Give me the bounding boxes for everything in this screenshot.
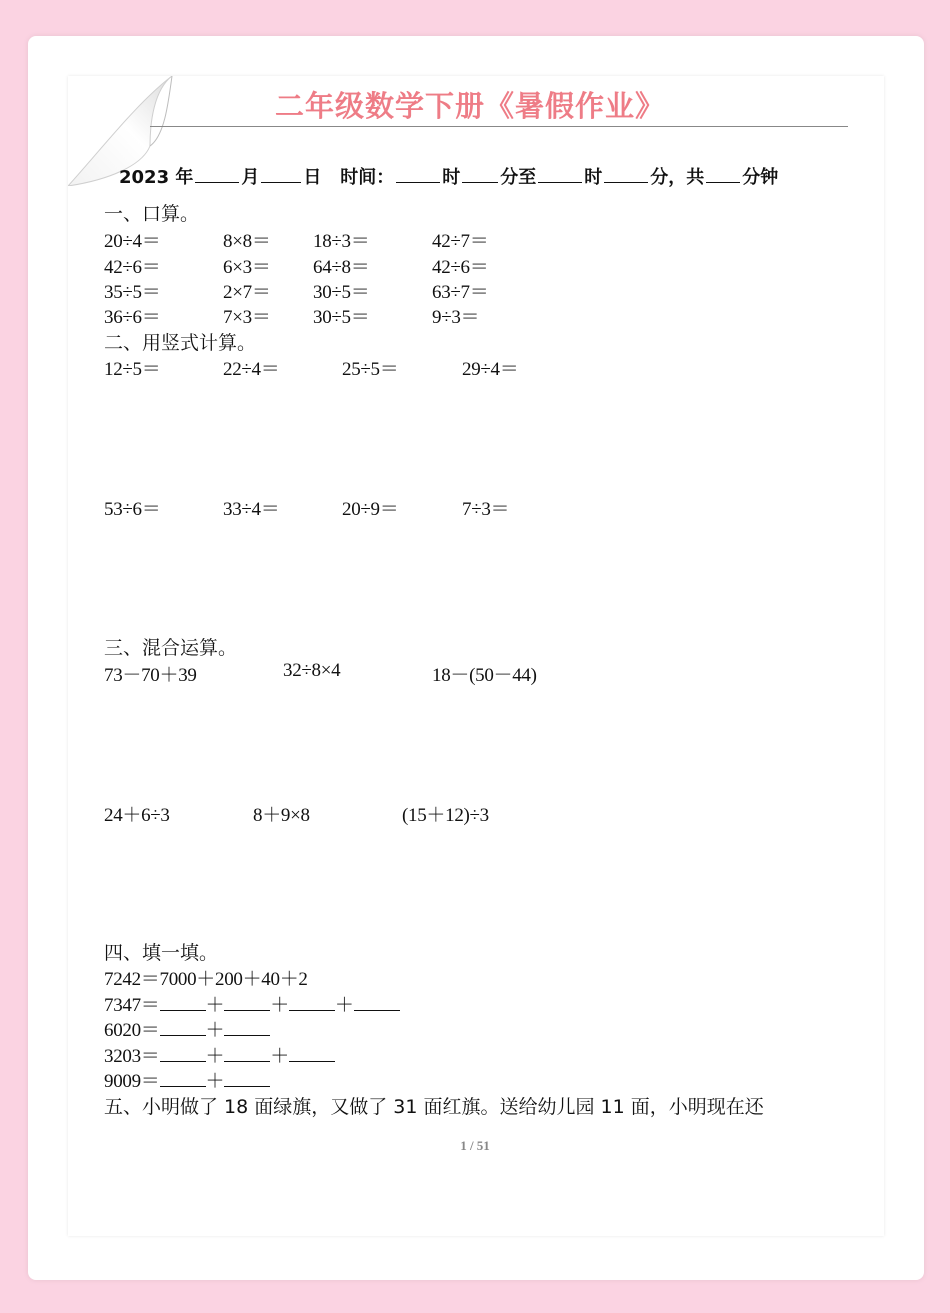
section-3-heading: 三、混合运算。 <box>104 637 238 659</box>
fill-blank[interactable] <box>289 1045 335 1062</box>
mixed-calc-problem: 8＋9×8 <box>253 805 310 826</box>
fill-number: 6020＝ <box>104 1020 160 1041</box>
fill-blank[interactable] <box>224 994 270 1011</box>
vertical-calc-problem: 20÷9＝ <box>342 499 399 520</box>
fill-example: 7242＝7000＋200＋40＋2 <box>104 969 308 990</box>
minute-total-label: 分，共 <box>650 167 705 188</box>
total-minutes-blank <box>706 168 740 183</box>
mixed-calc-problem: 24＋6÷3 <box>104 805 170 826</box>
oral-problem: 63÷7＝ <box>432 282 489 303</box>
oral-problem: 20÷4＝ <box>104 231 161 252</box>
end-minute-blank <box>604 168 648 183</box>
oral-problem: 18÷3＝ <box>313 231 370 252</box>
day-label: 日 <box>303 167 322 188</box>
title-underline <box>150 126 848 127</box>
time-label: 时间： <box>340 167 395 188</box>
year-value: 2023 <box>119 167 170 188</box>
fill-blank[interactable] <box>289 994 335 1011</box>
end-hour-blank <box>538 168 582 183</box>
mixed-calc-problem: 73－70＋39 <box>104 665 197 686</box>
start-minute-blank <box>462 168 498 183</box>
minutes-label: 分钟 <box>742 167 779 188</box>
plus-sign: ＋ <box>270 1046 289 1067</box>
start-hour-blank <box>396 168 440 183</box>
hour-label-2: 时 <box>584 167 603 188</box>
oral-problem: 35÷5＝ <box>104 282 161 303</box>
vertical-calc-problem: 29÷4＝ <box>462 359 519 380</box>
oral-problem: 42÷7＝ <box>432 231 489 252</box>
page-title: 二年级数学下册《暑假作业》 <box>274 89 665 123</box>
oral-problem: 42÷6＝ <box>104 257 161 278</box>
fill-number: 9009＝ <box>104 1071 160 1092</box>
month-label: 月 <box>241 167 260 188</box>
fill-item-9009 <box>104 1066 270 1093</box>
hour-label-1: 时 <box>442 167 461 188</box>
year-label: 年 <box>175 167 194 188</box>
fill-item-7347 <box>104 990 400 1017</box>
fill-number: 7347＝ <box>104 995 160 1016</box>
vertical-calc-problem: 53÷6＝ <box>104 499 161 520</box>
section-1-heading: 一、口算。 <box>104 203 200 225</box>
vertical-calc-problem: 12÷5＝ <box>104 359 161 380</box>
page-number: 1 / 51 <box>460 1138 490 1153</box>
date-time-line <box>119 163 778 189</box>
vertical-calc-problem: 25÷5＝ <box>342 359 399 380</box>
plus-sign: ＋ <box>205 1020 225 1041</box>
plus-sign: ＋ <box>334 995 354 1016</box>
mixed-calc-problem: 18－(50－44) <box>432 665 537 686</box>
oral-problem: 30÷5＝ <box>313 307 370 328</box>
oral-problem: 36÷6＝ <box>104 307 161 328</box>
fill-blank[interactable] <box>160 994 206 1011</box>
fill-blank[interactable] <box>160 1019 206 1036</box>
month-blank <box>195 168 239 183</box>
fill-blank[interactable] <box>224 1045 270 1062</box>
vertical-calc-problem: 7÷3＝ <box>462 499 510 520</box>
oral-problem: 42÷6＝ <box>432 257 489 278</box>
mixed-calc-problem: 32÷8×4 <box>283 660 341 681</box>
vertical-calc-problem: 22÷4＝ <box>223 359 280 380</box>
oral-problem: 8×8＝ <box>223 231 271 252</box>
plus-sign: ＋ <box>205 1071 225 1092</box>
minute-to-label: 分至 <box>500 167 537 188</box>
oral-problem: 30÷5＝ <box>313 282 370 303</box>
fill-item-3203 <box>104 1041 335 1068</box>
plus-sign: ＋ <box>205 1046 225 1067</box>
plus-sign: ＋ <box>205 995 225 1016</box>
fill-blank[interactable] <box>224 1019 270 1036</box>
fill-number: 3203＝ <box>104 1046 160 1067</box>
oral-problem: 6×3＝ <box>223 257 271 278</box>
section-5-word-problem: 五、小明做了 18 面绿旗，又做了 31 面红旗。送给幼儿园 11 面，小明现在还 <box>104 1096 764 1118</box>
oral-problem: 64÷8＝ <box>313 257 370 278</box>
mixed-calc-problem: (15＋12)÷3 <box>402 805 489 826</box>
fill-blank[interactable] <box>354 994 400 1011</box>
fill-item-6020 <box>104 1015 270 1042</box>
fill-blank[interactable] <box>160 1070 206 1087</box>
fill-blank[interactable] <box>224 1070 270 1087</box>
oral-problem: 7×3＝ <box>223 307 271 328</box>
oral-problem: 9÷3＝ <box>432 307 480 328</box>
vertical-calc-problem: 33÷4＝ <box>223 499 280 520</box>
day-blank <box>261 168 301 183</box>
section-4-heading: 四、填一填。 <box>104 942 219 964</box>
plus-sign: ＋ <box>270 995 289 1016</box>
fill-blank[interactable] <box>160 1045 206 1062</box>
oral-problem: 2×7＝ <box>223 282 271 303</box>
section-2-heading: 二、用竖式计算。 <box>104 332 257 354</box>
